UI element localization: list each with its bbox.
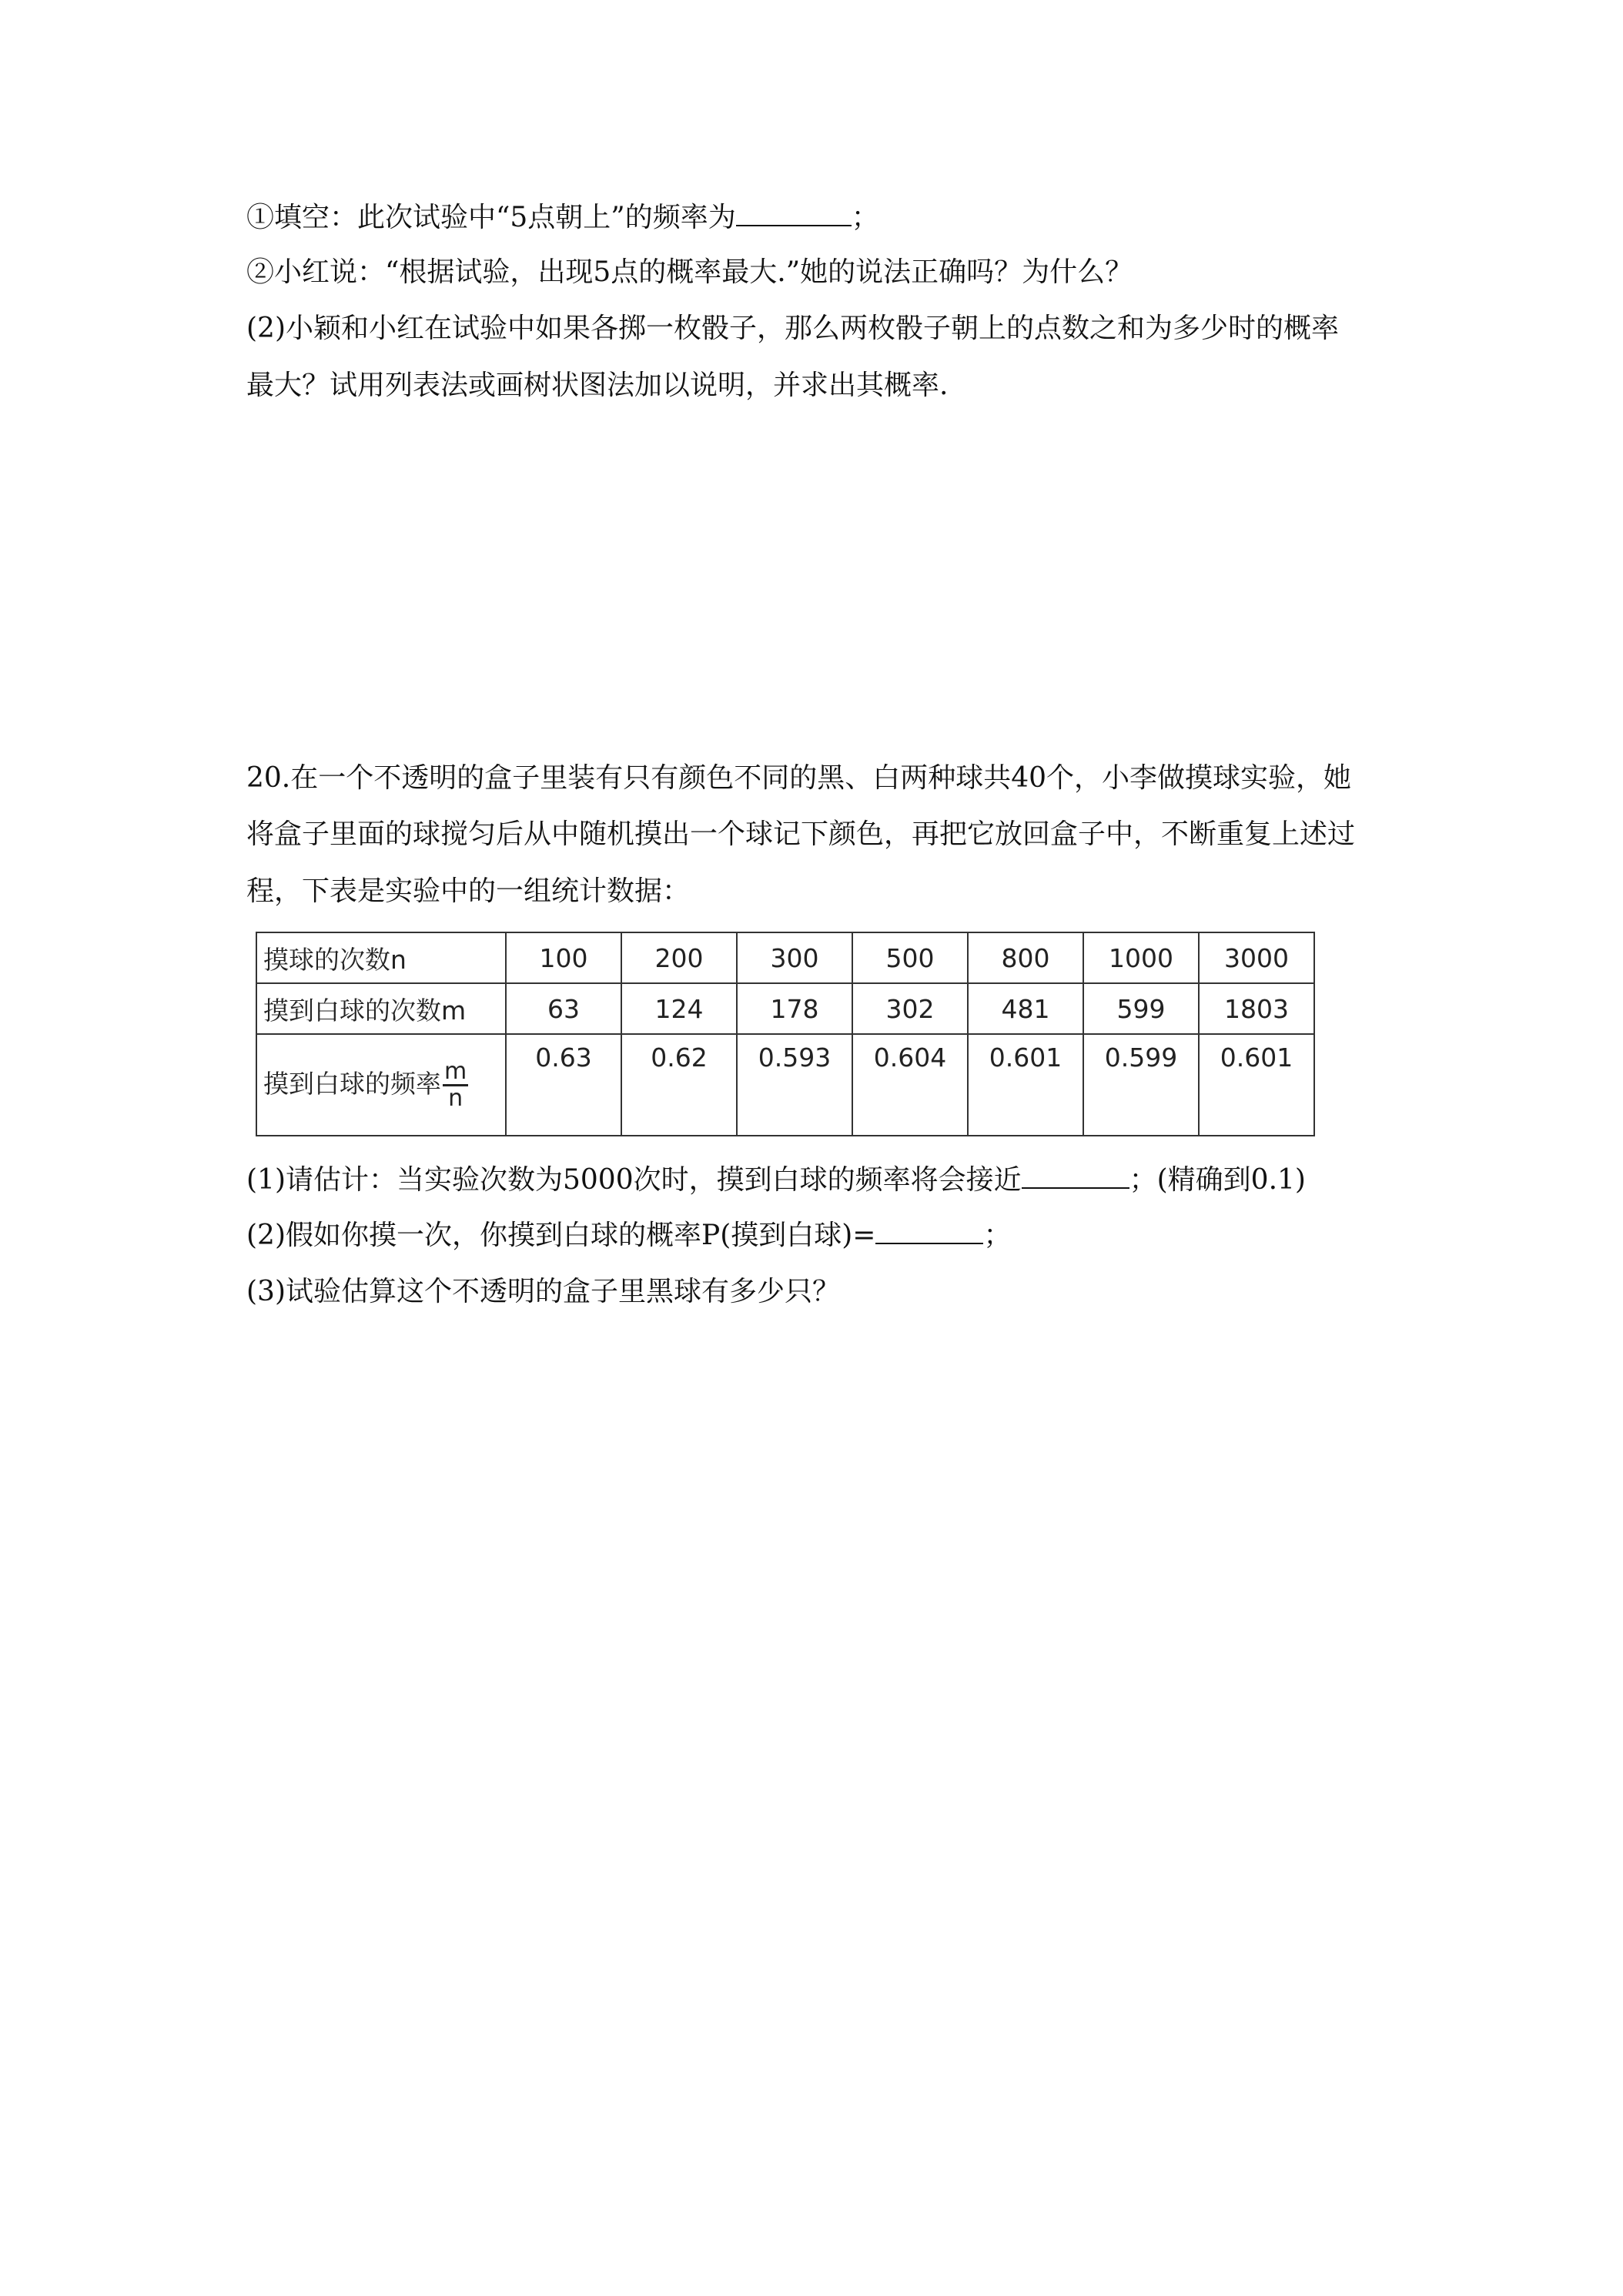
table-cell: 0.62 xyxy=(621,1034,737,1136)
table-row-white-count xyxy=(256,983,1314,1034)
table-cell: 302 xyxy=(852,983,968,1034)
q20-sub1-text: (1)请估计：当实验次数为5000次时，摸到白球的频率将会接近 xyxy=(246,1164,1022,1196)
row-header-white-count: 摸到白球的次数m xyxy=(256,983,506,1034)
table-cell: 599 xyxy=(1083,983,1199,1034)
q20-sub1 xyxy=(246,1161,1306,1199)
fraction-numerator: m xyxy=(444,1057,467,1085)
q20-line3: 程，下表是实验中的一组统计数据： xyxy=(246,875,691,907)
table-cell: 1803 xyxy=(1199,983,1314,1034)
table-cell: 300 xyxy=(737,932,852,983)
q19-part2: ②小红说：“根据试验，出现5点的概率最大.”她的说法正确吗？为什么？ xyxy=(246,256,1133,288)
table-cell: 0.63 xyxy=(506,1034,621,1136)
fraction-m-over-n xyxy=(443,1059,468,1111)
table-cell: 63 xyxy=(506,983,621,1034)
q20-line1: 20.在一个不透明的盒子里装有只有颜色不同的黑、白两种球共40个，小李做摸球实验，她 xyxy=(246,762,1352,794)
table-cell: 800 xyxy=(968,932,1083,983)
q20-sub1-suffix: ；(精确到0.1) xyxy=(1129,1164,1306,1196)
table-cell: 1000 xyxy=(1083,932,1199,983)
q19-part1-answer-blank[interactable] xyxy=(736,199,852,226)
q19-part1-suffix: ； xyxy=(851,202,879,233)
table-cell: 178 xyxy=(737,983,852,1034)
table-row-draws xyxy=(256,932,1314,983)
q19-part3-line2: 最大？试用列表法或画树状图法加以说明，并求出其概率. xyxy=(246,370,949,401)
table-cell: 124 xyxy=(621,983,737,1034)
q20-sub2 xyxy=(246,1217,1012,1254)
q19-part1-text: ①填空：此次试验中“5点朝上”的频率为 xyxy=(246,202,736,233)
q20-sub2-text: (2)假如你摸一次，你摸到白球的概率P(摸到白球)= xyxy=(246,1220,876,1251)
row-header-draws: 摸球的次数n xyxy=(256,932,506,983)
q19-part3-line1: (2)小颖和小红在试验中如果各掷一枚骰子，那么两枚骰子朝上的点数之和为多少时的概率 xyxy=(246,313,1339,344)
q20-sub3: (3)试验估算这个不透明的盒子里黑球有多少只？ xyxy=(246,1276,840,1307)
table-cell: 0.601 xyxy=(1199,1034,1314,1136)
experiment-data-table xyxy=(256,932,1315,1136)
fraction-denominator: n xyxy=(448,1084,463,1112)
table-cell: 0.599 xyxy=(1083,1034,1199,1136)
table-row-white-frequency xyxy=(256,1034,1314,1136)
row-header-white-frequency xyxy=(256,1034,506,1136)
table-cell: 481 xyxy=(968,983,1083,1034)
table-cell: 500 xyxy=(852,932,968,983)
table-cell: 100 xyxy=(506,932,621,983)
row-header-frequency-label: 摸到白球的频率 xyxy=(263,1068,441,1099)
table-cell: 0.593 xyxy=(737,1034,852,1136)
q20-sub2-suffix: ； xyxy=(983,1220,1012,1251)
q20-sub1-answer-blank[interactable] xyxy=(1022,1161,1129,1189)
q20-line2: 将盒子里面的球搅匀后从中随机摸出一个球记下颜色，再把它放回盒子中，不断重复上述过 xyxy=(246,818,1356,850)
table-cell: 200 xyxy=(621,932,737,983)
q19-part1-fill xyxy=(246,199,879,236)
table-cell: 0.604 xyxy=(852,1034,968,1136)
table-cell: 0.601 xyxy=(968,1034,1083,1136)
q20-sub2-answer-blank[interactable] xyxy=(875,1217,983,1244)
table-cell: 3000 xyxy=(1199,932,1314,983)
